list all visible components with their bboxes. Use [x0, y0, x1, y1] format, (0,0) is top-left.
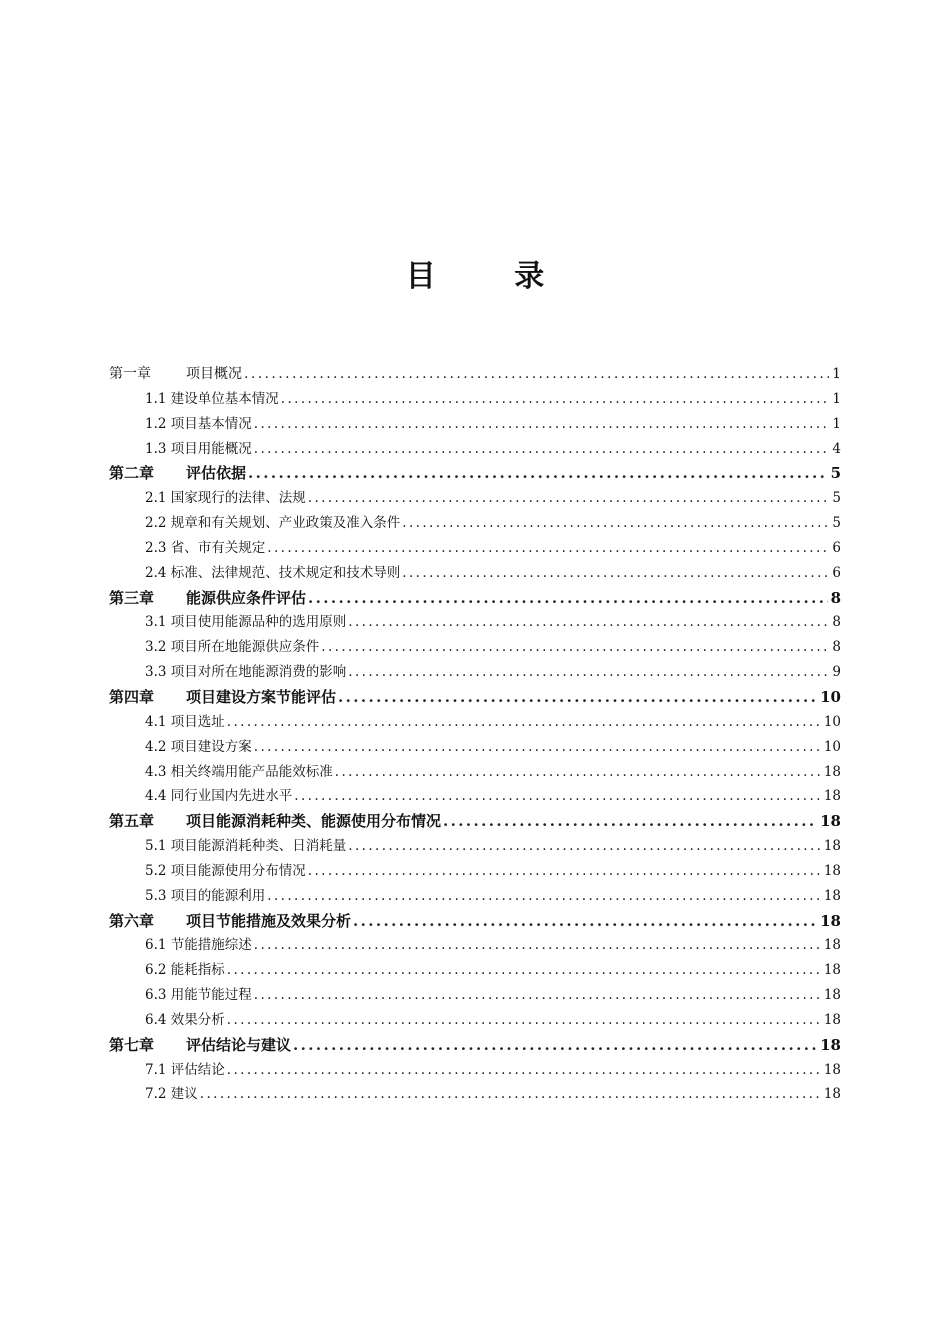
toc-entry-text: 6.3 用能节能过程: [145, 987, 252, 1004]
toc-page-number: 18: [823, 862, 841, 879]
toc-entry-label: [109, 362, 242, 387]
toc-dot-leader: [254, 735, 821, 760]
toc-entry-text: 项目节能措施及效果分析: [186, 911, 352, 930]
toc-page-number: 18: [823, 838, 841, 855]
toc-entry-text: 4.2 项目建设方案: [145, 738, 252, 755]
toc-section-entry[interactable]: [109, 884, 841, 909]
toc-dot-leader: [294, 784, 821, 809]
toc-entry-label: [145, 536, 265, 561]
toc-dot-leader: [353, 909, 817, 934]
toc-entry-label: [145, 958, 225, 983]
toc-entry-text: 6.2 能耗指标: [145, 962, 225, 979]
toc-section-entry[interactable]: [109, 1082, 841, 1107]
toc-entry-label: [145, 760, 333, 785]
toc-section-entry[interactable]: [109, 983, 841, 1008]
toc-chapter-entry[interactable]: [109, 1033, 841, 1058]
toc-dot-leader: [200, 1082, 821, 1107]
toc-page-number: 10: [823, 738, 841, 755]
toc-section-entry[interactable]: [109, 437, 841, 462]
toc-page-number: 18: [820, 1035, 841, 1054]
toc-entry-text: 项目能源消耗种类、能源使用分布情况: [186, 812, 442, 831]
toc-dot-leader: [308, 586, 828, 611]
toc-entry-label: [145, 1008, 225, 1033]
toc-section-entry[interactable]: [109, 760, 841, 785]
toc-dot-leader: [443, 809, 817, 834]
toc-entry-text: 5.2 项目能源使用分布情况: [145, 862, 306, 879]
toc-entry-text: 能源供应条件评估: [186, 588, 307, 607]
toc-section-entry[interactable]: [109, 784, 841, 809]
toc-page-number: 1: [832, 415, 841, 432]
toc-dot-leader: [227, 1058, 821, 1083]
toc-chapter-entry[interactable]: [109, 362, 841, 387]
toc-list: [109, 362, 841, 1107]
toc-entry-label: [145, 834, 346, 859]
toc-entry-text: 7.1 评估结论: [145, 1061, 225, 1078]
toc-entry-text: 5.3 项目的能源利用: [145, 887, 266, 904]
toc-entry-text: 项目建设方案节能评估: [186, 687, 337, 706]
toc-entry-label: [145, 561, 400, 586]
toc-chapter-number: 第七章: [109, 1035, 155, 1054]
toc-dot-leader: [293, 1033, 817, 1058]
toc-section-entry[interactable]: [109, 1008, 841, 1033]
toc-page-number: 10: [820, 687, 841, 706]
toc-title: 目 录: [405, 259, 579, 294]
toc-section-entry[interactable]: [109, 486, 841, 511]
toc-dot-leader: [348, 660, 829, 685]
toc-entry-label: [145, 511, 400, 536]
toc-dot-leader: [402, 511, 829, 536]
toc-page-number: 6: [832, 539, 841, 556]
toc-dot-leader: [244, 362, 829, 387]
toc-dot-leader: [254, 983, 821, 1008]
toc-entry-text: 2.1 国家现行的法律、法规: [145, 490, 306, 507]
toc-section-entry[interactable]: [109, 834, 841, 859]
toc-page-number: 1: [832, 390, 841, 407]
toc-entry-text: 7.2 建议: [145, 1086, 198, 1103]
toc-entry-text: 3.3 项目对所在地能源消费的影响: [145, 664, 347, 681]
toc-entry-label: [109, 586, 306, 611]
toc-entry-text: 6.1 节能措施综述: [145, 937, 252, 954]
toc-chapter-entry[interactable]: [109, 685, 841, 710]
toc-entry-label: [145, 660, 346, 685]
toc-dot-leader: [308, 486, 830, 511]
toc-entry-label: [109, 685, 336, 710]
toc-chapter-number: 第四章: [109, 687, 155, 706]
toc-chapter-entry[interactable]: [109, 809, 841, 834]
toc-entry-label: [145, 859, 306, 884]
toc-entry-label: [145, 610, 346, 635]
toc-chapter-entry[interactable]: [109, 461, 841, 486]
toc-entry-label: [109, 1033, 291, 1058]
toc-dot-leader: [348, 610, 829, 635]
toc-chapter-number: 第六章: [109, 911, 155, 930]
toc-section-entry[interactable]: [109, 412, 841, 437]
toc-page-number: 18: [823, 937, 841, 954]
toc-entry-label: [145, 1058, 225, 1083]
toc-chapter-entry[interactable]: [109, 586, 841, 611]
toc-section-entry[interactable]: [109, 536, 841, 561]
toc-page-number: 5: [830, 464, 841, 483]
toc-page-number: 18: [823, 987, 841, 1004]
toc-dot-leader: [254, 437, 830, 462]
toc-chapter-number: 第三章: [109, 588, 155, 607]
toc-page-number: 18: [823, 887, 841, 904]
toc-entry-label: [145, 412, 252, 437]
toc-entry-text: 5.1 项目能源消耗种类、日消耗量: [145, 838, 347, 855]
toc-section-entry[interactable]: [109, 511, 841, 536]
toc-entry-text: 2.2 规章和有关规划、产业政策及准入条件: [145, 515, 401, 532]
toc-dot-leader: [348, 834, 821, 859]
toc-page-number: 8: [832, 614, 841, 631]
toc-entry-label: [145, 710, 225, 735]
toc-entry-text: 4.1 项目选址: [145, 713, 225, 730]
toc-page-number: 18: [823, 1061, 841, 1078]
toc-entry-text: 2.3 省、市有关规定: [145, 539, 266, 556]
toc-page-number: 18: [820, 911, 841, 930]
toc-entry-text: 评估结论与建议: [186, 1035, 292, 1054]
toc-entry-text: 项目概况: [186, 366, 242, 382]
toc-entry-text: 3.1 项目使用能源品种的选用原则: [145, 614, 347, 631]
toc-page-number: 18: [823, 788, 841, 805]
toc-entry-label: [145, 387, 279, 412]
toc-dot-leader: [321, 635, 829, 660]
toc-page-number: 1: [832, 366, 841, 382]
toc-entry-label: [145, 983, 252, 1008]
toc-page-number: 18: [823, 763, 841, 780]
toc-dot-leader: [254, 933, 821, 958]
toc-section-entry[interactable]: [109, 710, 841, 735]
toc-entry-label: [145, 933, 252, 958]
toc-entry-text: 1.1 建设单位基本情况: [145, 390, 279, 407]
toc-dot-leader: [227, 1008, 821, 1033]
toc-entry-text: 4.4 同行业国内先进水平: [145, 788, 293, 805]
toc-dot-leader: [248, 461, 828, 486]
toc-entry-label: [145, 784, 292, 809]
toc-section-entry[interactable]: [109, 958, 841, 983]
toc-entry-text: 1.3 项目用能概况: [145, 440, 252, 457]
toc-chapter-entry[interactable]: [109, 909, 841, 934]
toc-chapter-number: 第五章: [109, 812, 155, 831]
toc-page-number: 18: [823, 1011, 841, 1028]
toc-page-number: 18: [823, 1086, 841, 1103]
toc-dot-leader: [335, 760, 821, 785]
toc-page-number: 18: [823, 962, 841, 979]
toc-page-number: 18: [820, 812, 841, 831]
toc-page-number: 9: [832, 664, 841, 681]
toc-dot-leader: [254, 412, 830, 437]
toc-page-number: 8: [832, 639, 841, 656]
toc-entry-label: [109, 909, 351, 934]
toc-entry-label: [109, 809, 441, 834]
toc-page-number: 5: [832, 515, 841, 532]
toc-dot-leader: [267, 884, 821, 909]
toc-entry-label: [145, 437, 252, 462]
toc-section-entry[interactable]: [109, 387, 841, 412]
toc-entry-text: 2.4 标准、法律规范、技术规定和技术导则: [145, 564, 401, 581]
toc-page-number: 4: [832, 440, 841, 457]
toc-section-entry[interactable]: [109, 561, 841, 586]
toc-entry-text: 6.4 效果分析: [145, 1011, 225, 1028]
toc-section-entry[interactable]: [109, 1058, 841, 1083]
toc-entry-text: 4.3 相关终端用能产品能效标准: [145, 763, 333, 780]
toc-section-entry[interactable]: [109, 735, 841, 760]
toc-chapter-number: 第二章: [109, 464, 155, 483]
toc-dot-leader: [402, 561, 829, 586]
toc-section-entry[interactable]: [109, 933, 841, 958]
toc-page-number: 8: [830, 588, 841, 607]
toc-section-entry[interactable]: [109, 635, 841, 660]
toc-entry-text: 3.2 项目所在地能源供应条件: [145, 639, 320, 656]
toc-section-entry[interactable]: [109, 660, 841, 685]
toc-section-entry[interactable]: [109, 610, 841, 635]
toc-entry-label: [109, 461, 246, 486]
toc-entry-label: [145, 1082, 198, 1107]
toc-dot-leader: [227, 710, 821, 735]
toc-chapter-number: 第一章: [109, 366, 151, 382]
toc-dot-leader: [267, 536, 829, 561]
toc-dot-leader: [227, 958, 821, 983]
toc-dot-leader: [308, 859, 821, 884]
toc-dot-leader: [338, 685, 817, 710]
toc-entry-text: 1.2 项目基本情况: [145, 415, 252, 432]
toc-entry-label: [145, 635, 319, 660]
toc-dot-leader: [281, 387, 830, 412]
toc-section-entry[interactable]: [109, 859, 841, 884]
toc-entry-label: [145, 735, 252, 760]
toc-page-number: 6: [832, 564, 841, 581]
toc-page-number: 5: [832, 490, 841, 507]
toc-page-number: 10: [823, 713, 841, 730]
toc-entry-label: [145, 884, 265, 909]
toc-entry-label: [145, 486, 306, 511]
toc-entry-text: 评估依据: [186, 464, 247, 483]
